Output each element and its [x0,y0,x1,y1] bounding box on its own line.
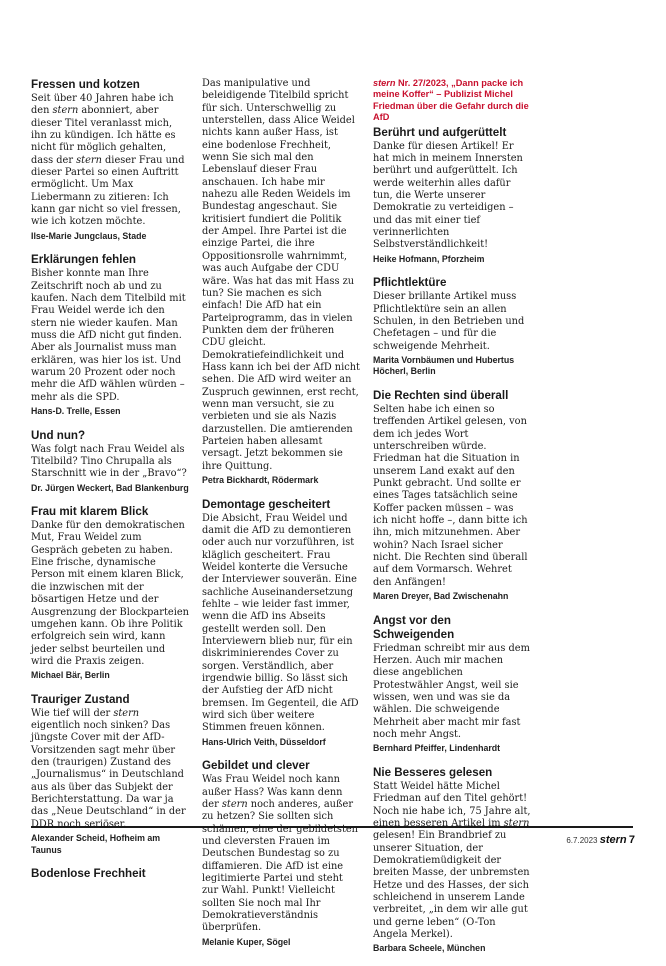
letter-body-part: noch anderes, außer zu hetzen? Sie sollten sich schämen, eine der gebildetsten und cleversten Frauen im Deutschen Bundestag so zu diffamieren. Die AfD ist eine legitimierte Partei und steht zur Wahl. Punkt! Vielleicht sollten Sie noch mal Ihr Demokratieverständnis überprüfen. [202,798,358,934]
letter-signature: Heike Hofmann, Pforzheim [373,253,485,264]
column-1 [31,78,189,892]
letter-heading: Berührt und aufgerüttelt [373,125,507,139]
issue-date: 6.7.2023 [566,836,598,845]
letter-heading: Gebildet und clever [202,759,310,773]
letter-heading: Erklärungen fehlen [31,253,137,267]
letter-body [31,708,189,831]
letter-heading: Pflichtlektüre [373,276,447,290]
letter-body: Danke für diesen Artikel! Er hat mich in meinem Innersten berührt und aufgerüttelt. Ich werde weiterhin alles dafür tun, die Werte unserer Demokratie zu verteidigen – und das mit einer tief verinnerlichten Selbstverständlichkeit! [373,140,523,251]
letter-bodenlose-frechheit-start [31,867,189,881]
letter-die-rechten-sind-ueberall [373,389,531,603]
column-3 [373,78,531,966]
letter-body: Bisher konnte man Ihre Zeitschrift noch ab und zu kaufen. Nach dem Titelbild mit Frau Weidel werde ich den stern nie wieder kaufen. Man muss die AfD nicht gut finden. Aber als Journalist muss man erklären, was hier los ist. Und warum 20 Prozent oder noch mehr die AfD wählen würden – mehr als die SPD. [31,268,186,403]
magazine-name: stern [221,798,248,810]
letter-heading: Trauriger Zustand [31,692,130,706]
letter-signature: Hans-Ulrich Veith, Düsseldorf [202,736,326,747]
letter-trauriger-zustand [31,693,189,856]
letter-body: Die Absicht, Frau Weidel und damit die AfD zu demontieren oder auch nur vorzuführen, ist kläglich gescheitert. Frau Weidel konterte die Versuche der Interviewer souverän. Eine sachliche Auseinandersetzung fehlte – wie leider fast immer, wenn die AfD ins Abseits gestellt werden soll. Den Interviewern blieb nur, für ein diskriminierendes Cover zu sorgen. Verständlich, aber irgendwie billig. So lässt sich der Aufstieg der AfD nicht bremsen. Im Gegenteil, die AfD wird sich über weitere Stimmen freuen können. [202,512,359,734]
letter-body: Dieser brillante Artikel muss Pflichtlektüre sein an allen Schulen, in den Betrieben und Chefetagen – und für die schweigende Mehrheit. [373,291,525,352]
letter-body: Was folgt nach Frau Weidel als Titelbild? Tino Chrupalla als Starschnitt wie in der „Bravo“? [31,443,187,480]
article-reference-text: Nr. 27/2023, „Dann packe ich meine Koffer“ – Publizist Michel Friedman über die Gefahr durch die AfD [373,78,529,123]
letter-body-part: Seit über 40 Jahren habe ich den [31,93,174,117]
letter-erklaerungen-fehlen [31,253,189,417]
magazine-logo: stern [599,834,627,846]
letter-heading: Und nun? [31,428,86,442]
letter-body-part: eigentlich noch sinken? Das jüngste Cover mit der AfD-Vorsitzenden sagt mehr über den (traurigen) Zustand des „Journalismus“ in Deutschland aus als über das Subjekt der Berichterstattung. Da war ja das „Neue Deutschland“ in der DDR noch seriöser. [31,720,186,830]
page-footer [566,834,635,846]
letter-body-part: Statt Weidel hätte Michel Friedman auf den Titel gehört! Noch nie habe ich, 75 Jahre alt, einen besseren Artikel im [373,780,531,829]
letter-heading: Angst vor den Schweigenden [373,613,455,641]
magazine-name: stern [76,154,102,166]
letter-signature: Marita Vornbäumen und Hubertus Höcherl, Berlin [373,354,515,377]
letter-heading: Nie Besseres gelesen [373,765,493,779]
letter-signature: Dr. Jürgen Weckert, Bad Blankenburg [31,482,189,493]
letter-body-part: Wie tief will der [31,707,114,719]
letter-body: Das manipulative und beleidigende Titelbild spricht für sich. Unterschwellig zu unterstellen, dass Alice Weidel nichts kann außer Hass, ist eine bodenlose Frechheit, wenn Sie sich mal den Lebenslauf dieser Frau anschauen. Ich habe mir nahezu alle Reden Weidels im Bundestag angeschaut. Sie kritisiert fundiert die Politik der Ampel. Ihre Partei ist die einzige Partei, die ihre Oppositionsrolle wahrnimmt, was auch Aufgabe der CDU wäre. Was hat das mit Hass zu tun? Sie machen es sich einfach! Die AfD hat ein Parteiprogramm, das in vielen Punkten dem der früheren CDU gleicht. Demokratiefeindlichkeit und Hass kann ich bei der AfD nicht sehen. Die AfD wird weiter an Zuspruch gewinnen, erst recht, wenn man versucht, sie zu verbieten und sie als Nazis darzustellen. Die amtierenden Parteien haben allesamt versagt. Jetzt bekommen sie ihre Quittung. [202,78,360,472]
letter-body-part: Was Frau Weidel noch kann außer Hass? Was kann denn der [202,774,343,810]
magazine-name: stern [52,105,79,117]
letter-frau-mit-klarem-blick [31,505,189,682]
letter-heading: Die Rechten sind überall [373,388,509,402]
letter-body [373,781,531,941]
letter-signature: Bernhard Pfeiffer, Lindenhardt [373,743,501,754]
letter-heading: Frau mit klarem Blick [31,505,149,519]
magazine-name: stern [113,707,140,719]
letter-signature: Melanie Kuper, Sögel [202,936,291,947]
letter-demontage-gescheitert [202,498,360,749]
letter-gebildet-und-clever [202,759,360,948]
letter-bodenlose-frechheit [202,78,360,487]
letter-heading: Demontage gescheitert [202,497,331,511]
letter-body-part: gelesen! Ein Brandbrief zu unserer Situation, der Demokratiemüdigkeit der breiten Masse, der unbremsten Hetze und des Hasses, der sich schleichend in unserem Lande verbreitet, „in dem wir alle gut und gerne leben“ (O-Ton Angela Merkel). [373,830,530,940]
letter-body: Danke für den demokratischen Mut, Frau Weidel zum Gespräch gebeten zu haben. Eine frische, dynamische Person mit einem klaren Blick, die inzwischen mit der bösartigen Hetze und der Ausgrenzung der Blockparteien umgehen kann. Ob ihre Politik erfolgreich sein wird, kann jeder selbst beurteilen und wird die Praxis zeigen. [31,520,189,667]
footer-rule [31,826,633,828]
letter-body: Selten habe ich einen so treffenden Artikel gelesen, von dem ich jedes Wort unterschreiben würde. Friedman hat die Situation in unserem Land exakt auf den Punkt gebracht. Und sollte er eines Tages tatsächlich seine Koffer packen müssen – was ich nicht hoffe –, dann bitte ich ihn, mich mitzunehmen. Aber wohin? Nach Israel sicher nicht. Die Rechten sind überall auf dem Vormarsch. Wehret den Anfängen! [373,403,528,588]
letter-signature: Alexander Scheid, Hofheim am Taunus [31,833,161,855]
letter-body-part: abonniert, aber dieser Titel veranlasst mich, ihn zu kündigen. Ich hätte es nicht für möglich gehalten, dass der [31,105,176,166]
letter-fressen-und-kotzen [31,78,189,242]
letter-beruehrt-und-aufgeruettelt [373,78,531,265]
letter-signature: Maren Dreyer, Bad Zwischenahn [373,591,509,602]
letter-body-part: dieser Frau und dieser Partei so einen Auftritt ermöglicht. Um Max Liebermann zu zitieren: Ich kann gar nicht so viel fressen, wie ich kotzen möchte. [31,154,185,228]
letter-signature: Hans-D. Trelle, Essen [31,406,121,417]
article-reference [373,78,531,124]
letter-signature: Michael Bär, Berlin [31,670,110,681]
magazine-name: stern [373,78,396,88]
letter-angst-vor-den-schweigenden [373,614,531,755]
letter-body: Friedman schreibt mir aus dem Herzen. Auch mir machen diese angeblichen Protestwähler Angst, weil sie wissen, wen und was sie da wählen. Die schweigende Mehrheit aber macht mir fast noch mehr Angst. [373,642,530,740]
letter-signature: Petra Bickhardt, Rödermark [202,475,319,485]
magazine-name: stern [503,817,530,829]
letter-und-nun [31,429,189,495]
letter-heading: Bodenlose Frechheit [31,867,146,881]
letter-body [31,93,189,229]
letter-signature: Barbara Scheele, München [373,943,486,954]
letter-pflichtlektuere [373,276,531,378]
letter-nie-besseres-gelesen [373,766,531,955]
page-number: 7 [628,834,635,846]
letter-signature: Ilse-Marie Jungclaus, Stade [31,230,147,241]
letter-heading: Fressen und kotzen [31,78,140,91]
letter-body [202,774,360,934]
